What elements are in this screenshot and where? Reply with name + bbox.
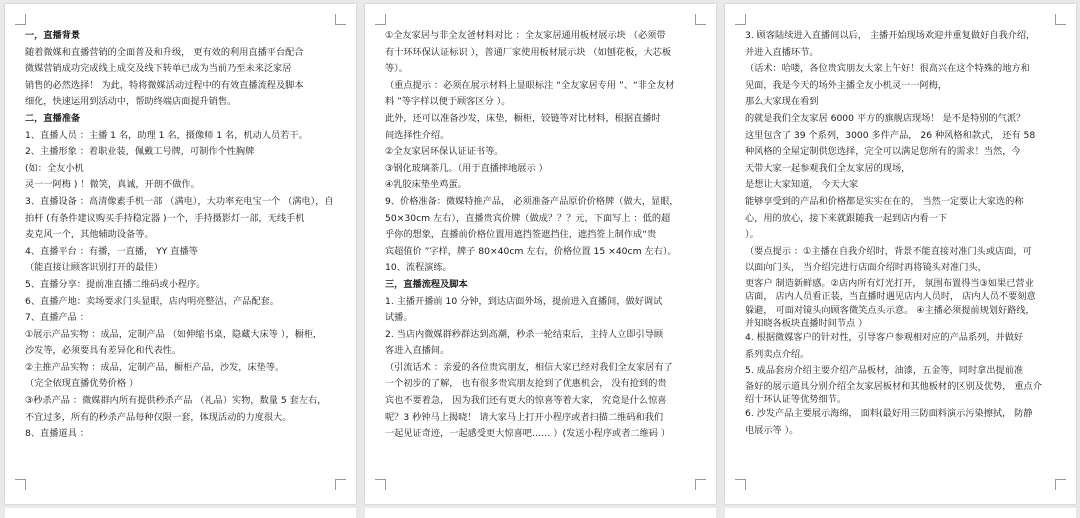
text-line: 4. 根据微媒客户的针对性，引导客户参观相对应的产品系列，并做好 [745,332,1024,344]
text-line: 5. 成品套房介绍主要介绍产品板材，油漆，五金等，同时拿出提前准 [745,365,1024,377]
text-line: （引流话术 ：亲爱的各位贵宾朋友，相信大家已经对我们全友家居有了 [385,361,673,373]
page-corner-mark [375,14,386,25]
page-corner-mark [15,479,26,490]
text-line: 备好的展示道具分别介绍全友家居板材和其他板材的区别及优势， 重点介 [745,380,1042,392]
text-line: 等）。 [385,63,408,75]
text-line: 9、价格准备：微媒特推产品， 必须准备产品原价价格牌（做大，显眼， [385,195,679,207]
text-line: 1、直播人员 ：主播 1 名，助理 1 名，摄像师 1 名，机动人员若干。 [25,129,308,141]
document-page-1 [5,4,356,504]
text-line: 此外，还可以准备沙发，床垫，橱柜，铰链等对比材料，根据直播时 [385,112,661,124]
text-line: 10、流程演练。 [385,262,452,274]
text-line: 绍十环认证等优势细节。 [745,394,847,406]
page-text [385,28,706,443]
text-line: （话术：哈喽，各位贵宾朋友大家上午好！很高兴在这个特殊的地方和 [745,63,1030,75]
text-line: 销售的必然选择！ 为此，特将微媒活动过程中的有效直播流程及脚本 [25,79,304,91]
text-line: 并进入直播环节。 [745,46,819,58]
text-line: 间选择性介绍。 [385,129,450,141]
text-line: 以面向门头， 当介绍完进行店面介绍时再将镜头对准门头， [745,262,987,274]
text-line: 灵一一阿梅 ) ！微笑，真诚，开朗不做作。 [25,179,200,191]
text-line: ）。 [745,229,759,241]
text-line: 并知晓各板块直播时间节点 ） [745,317,868,329]
page-corner-mark [1055,14,1066,25]
text-line: 试播。 [385,312,413,324]
text-line: 7、直播产品 ： [25,312,89,324]
text-line: 电展示等 ）。 [745,425,799,437]
text-line: 有十环环保认证标识 ），普通厂家使用板材展示块 （如刨花板，大芯板 [385,46,672,58]
text-line: 种风格的全屋定制供您选择，完全可以满足您所有的需求！当然，今 [745,146,1021,158]
text-line: 乎你的想象，直播前价格位置用遮挡签遮挡住，遮挡签上制作成“贵 [385,229,657,241]
text-line: 3、直播设备 ：高清像素手机一部 （满电），大功率充电宝一个 （满电），自 [25,195,334,207]
text-line: 宾也不要着急， 因为我们还有更大的惊喜等着大家， 究竟是什么惊喜 [385,395,667,407]
page-corner-mark [695,14,706,25]
text-line: 1. 主播开播前 10 分钟，到达店面外场，提前进入直播间，做好调试 [385,295,663,307]
text-line: 4、直播平台 ：有播，一直播， YY 直播等 [25,245,198,257]
text-line: （完全依现直播优势价格 ） [25,378,139,390]
text-line: 2、主播形象 ：着职业装，佩戴工号牌，可制作个性胸牌 [25,146,255,158]
page-text [25,28,346,443]
text-line: 宾超值价 ”字样，牌子 80×40cm 左右，价格位置 15 ×40cm 左右）。 [385,245,677,257]
text-line: 微媒营销成功完成线上成交及线下转单已成为当前乃至未来泛家居 [25,63,292,75]
page-corner-mark [1055,479,1066,490]
text-line: 见面，我是今天的场外主播全友小机灵一一阿梅， [745,79,948,91]
page-corner-mark [695,479,706,490]
text-line: ③秒杀产品 ：微媒群内所有提供秒杀产品 （礼品）实物，数量 5 套左右， [25,395,327,407]
text-line: 一起见证奇迹，一起感受更大惊喜吧…… ）(发送小程序或者二维码 ） [385,428,671,440]
text-line: 躲避， 可面对镜头向顾客微笑点头示意。 ④主播必须提前规划好路线， [745,304,1035,316]
text-line: 店面， 店内人员看正装，当直播时遇见店内人员时， 店内人员不要刻意 [745,291,1036,303]
text-line: 拍杆 (有条件建议购买手持稳定器 )一个，手持摄影灯一部，无线手机 [25,212,305,224]
next-page-edge [725,508,1076,518]
page-corner-mark [335,479,346,490]
text-line: 6、直播产地：卖场要求门头显眼，店内明亮整洁，产品配套。 [25,295,279,307]
section-heading: 一，直播背景 [25,30,81,41]
text-line: ①展示产品实物 ：成品，定制产品 （如伸缩书桌，隐藏大床等 ），橱柜， [25,328,323,340]
text-line: 系列卖点介绍。 [745,348,810,360]
document-page-3 [725,4,1076,504]
page-corner-mark [735,479,746,490]
section-heading: 三，直播流程及脚本 [385,278,468,290]
text-line: 3. 顾客陆续进入直播间以后， 主播开始现场欢迎并重复做好自我介绍， [745,30,1036,41]
text-line: 沙发等，必须要具有差异化和代表性。 [25,345,182,357]
document-page-2 [365,4,716,504]
text-line: （能直接让顾客识别打开的最佳） [25,262,163,274]
text-line: 能够享受到的产品和价格都是实实在在的， 当然一定要让大家选的称 [745,195,1024,207]
page-text [745,28,1066,440]
text-line: 不宜过多，所有的秒杀产品每种仅限一套，体现活动的力度很大。 [25,411,292,423]
text-line: （要点提示 ：①主播在自我介绍时，背景不能直接对准门头或店面，可 [745,245,1032,257]
text-line: ④乳胶床垫坐鸡蛋。 [385,179,467,191]
text-line: 更客户 制造新鲜感。②店内所有灯光打开， 氛围布置得当③如果已营业 [745,277,1034,289]
page-corner-mark [375,479,386,490]
text-line: ②主推产品实物 ：成品，定制产品，橱柜产品，沙发，床垫等。 [25,361,285,373]
page-corner-mark [735,14,746,25]
text-line: 是想让大家知道， 今天大家 [745,179,859,191]
text-line: ③钢化玻璃茶几。（用于直播摔地展示 ） [385,162,548,174]
text-line: 2. 当店内微媒群秒群达到高潮，秒杀一轮结束后，主持人立即引导顾 [385,328,664,340]
text-line: 6. 沙发产品主要展示海绵， 面料(最好用三防面料演示污染擦拭， 防静 [745,408,1033,420]
next-page-edge [365,508,716,518]
text-line: 这里包含了 39 个系列，3000 多件产品， 26 种风格和款式， 还有 58 [745,129,1036,141]
section-heading: 二，直播准备 [25,112,81,124]
text-line: 细化，快速运用到活动中，帮助终端店面提升销售。 [25,96,237,108]
page-corner-mark [335,14,346,25]
text-line: 一个初步的了解， 也有很多贵宾朋友抢到了优惠机会， 没有抢到的贵 [385,378,667,390]
text-line: (如：全友小机 [25,162,84,174]
text-line: 那么大家现在看到 [745,96,819,108]
text-line: 料 ”等字样以便于顾客区分 ）。 [385,96,511,108]
text-line: 的就是我们全友家居 6000 平方的旗舰店现场！ 是不是特别的气派？ [745,112,1026,124]
text-line: ①全友家居与非全友爸材料对比 ：全友家居通用板材展示块 （必须带 [385,30,666,41]
text-line: 50×30cm 左右），直播贵宾价牌（做成？？？元，下面写上 ：低的超 [385,212,671,224]
text-line: 8、直播道具 ： [25,428,89,440]
page-corner-mark [15,14,26,25]
text-line: （重点提示 ：必须在展示材料上显眼标注 “全友家居专用 ”、“非全友材 [385,79,675,91]
text-line: 天带大家一起参观我们全友家居的现场， [745,162,911,174]
text-line: 心，用的放心，接下来就跟随我一起到店内看一下 [745,212,948,224]
text-line: ②全友家居环保认证证书等。 [385,146,504,158]
text-line: 随着微媒和直播营销的全面普及和升级， 更有效的利用直播平台配合 [25,46,304,58]
next-page-edge [5,508,356,518]
text-line: 客进入直播间。 [385,345,450,357]
text-line: 麦克风一个，其他辅助设备等。 [25,229,154,241]
text-line: 5、直播分享：提前准直播二维码或小程序。 [25,278,206,290]
text-line: 呢？3 秒钟马上揭晓！ 请大家马上打开小程序或者扫描二维码和我们 [385,411,664,423]
